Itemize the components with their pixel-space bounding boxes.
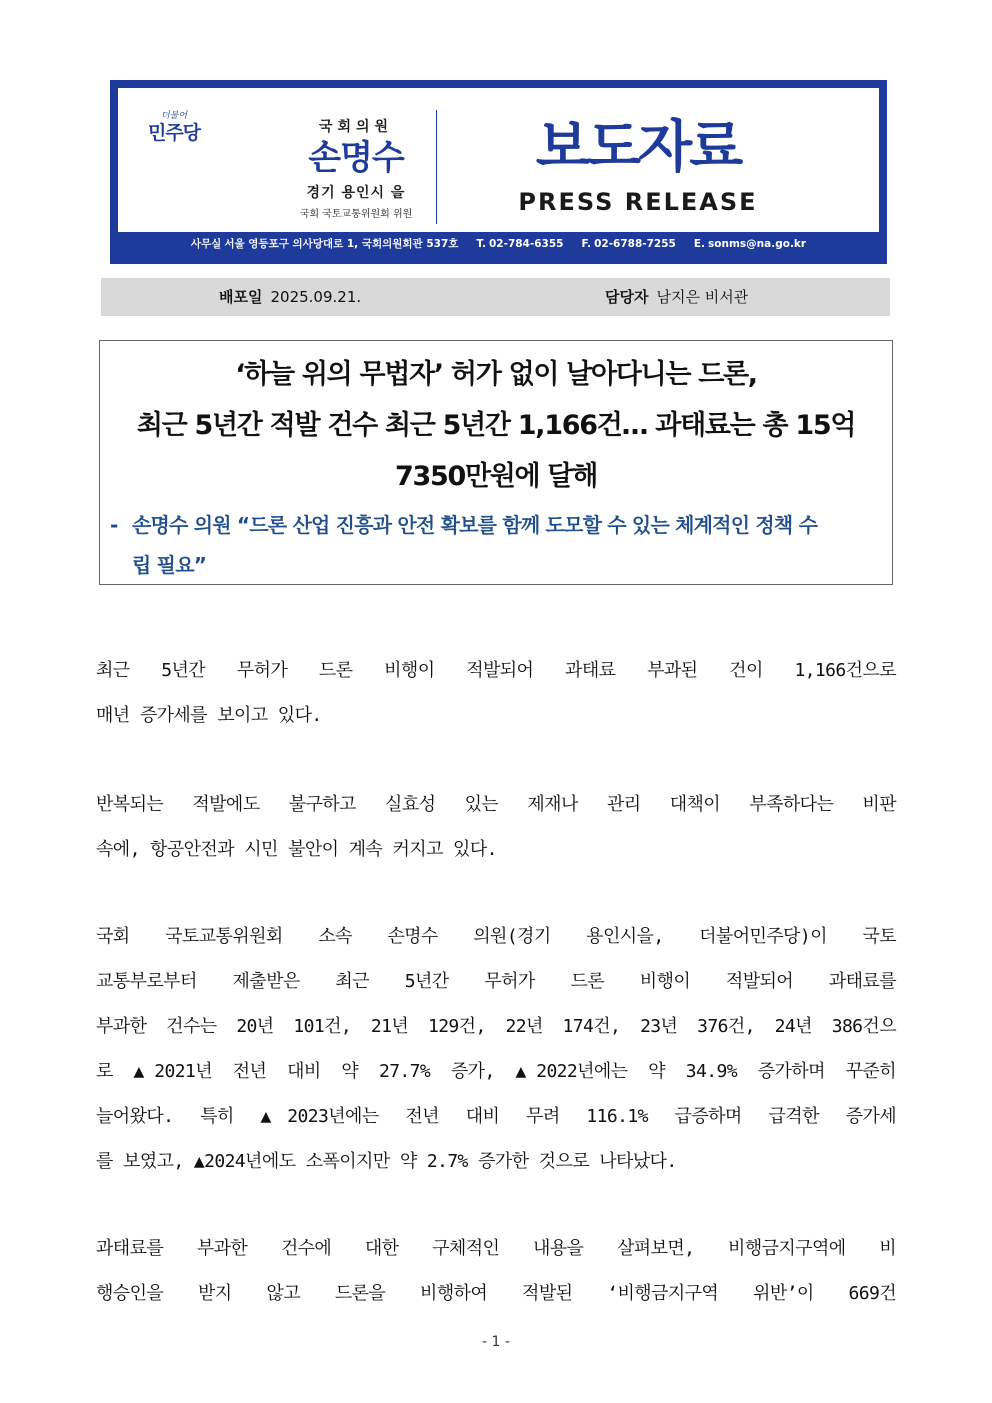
party-logo (142, 108, 206, 148)
headline-line-1: ‘하늘 위의 무법자’ 허가 없이 날아다니는 드론, (235, 359, 757, 390)
member-name: 손명수 (308, 138, 404, 178)
headline (100, 349, 892, 502)
contact-person (605, 278, 748, 316)
office-address: 서울 영등포구 의사당대로 1, 국회의원회관 537호 (224, 238, 459, 250)
headline-line-2: 최근 5년간 적발 건수 최근 5년간 1,166건… 과태료는 총 15억 (136, 410, 856, 441)
subheadline-line-1: 손명수 의원 “드론 산업 진흥과 안전 확보를 함께 도모할 수 있는 체계적인 정책 수 (132, 513, 818, 537)
banner-divider (436, 110, 437, 224)
paragraph-line: 국회 국토교통위원회 소속 손명수 의원(경기 용인시을, 더불어민주당)이 국토 (96, 926, 896, 947)
contact-person-value: 남지은 비서관 (656, 288, 749, 306)
paragraph-3 (96, 914, 896, 1184)
office-email: sonms@na.go.kr (708, 238, 807, 250)
paragraph-line: 를 보였고, ▲2024년에도 소폭이지만 약 2.7% 증가한 것으로 나타났다. (96, 1151, 677, 1172)
party-logo-sub: 더불어 (160, 111, 188, 121)
party-logo-name: 민주당 (147, 122, 201, 144)
paragraph-line: 반복되는 적발에도 불구하고 실효성 있는 제재나 관리 대책이 부족하다는 비판 (96, 794, 896, 815)
press-release-banner (110, 80, 887, 264)
tel-label: T. (476, 238, 486, 250)
subheadline-dash: - (110, 513, 118, 537)
member-district: 경기 용인시 을 (306, 185, 406, 201)
fax-label: F. (581, 238, 592, 250)
paragraph-4 (96, 1226, 896, 1316)
office-contact-row (118, 232, 879, 256)
release-date-label: 배포일 (219, 288, 263, 306)
paragraph-line: 행승인을 받지 않고 드론을 비행하여 적발된 ‘비행금지구역 위반’이 669건 (96, 1283, 896, 1304)
member-role: 국회의원 (318, 119, 394, 135)
subheadline-line-2: 립 필요” (132, 553, 207, 577)
member-committee: 국회 국토교통위원회 위원 (299, 209, 413, 220)
paragraph-2 (96, 782, 896, 872)
member-info (286, 116, 426, 220)
office-tel: 02-784-6355 (488, 238, 564, 250)
paragraph-line: 로 ▲2021년 전년 대비 약 27.7% 증가, ▲2022년에는 약 34.9% 증가하며 꾸준히 (96, 1061, 896, 1082)
paragraph-line: 교통부로부터 제출받은 최근 5년간 무허가 드론 비행이 적발되어 과태료를 (96, 971, 896, 992)
banner-panel (118, 88, 879, 232)
paragraph-line: 속에, 항공안전과 시민 불안이 계속 커지고 있다. (96, 839, 497, 860)
paragraph-line: 과태료를 부과한 건수에 대한 구체적인 내용을 살펴보면, 비행금지구역에 비 (96, 1238, 896, 1259)
email-label: E. (693, 238, 706, 250)
paragraph-line: 늘어왔다. 특히 ▲2023년에는 전년 대비 무려 116.1% 급증하며 급격한 증가세 (96, 1106, 896, 1127)
page-number: - 1 - (482, 1334, 510, 1350)
paragraph-line: 최근 5년간 무허가 드론 비행이 적발되어 과태료 부과된 건이 1,166건으로 (96, 660, 896, 681)
distribution-bar (101, 278, 890, 316)
paragraph-line: 부과한 건수는 20년 101건, 21년 129건, 22년 174건, 23년 376건, 24년 386건으 (96, 1016, 896, 1037)
paragraph-line: 매년 증가세를 보이고 있다. (96, 705, 322, 726)
subheadline (110, 505, 886, 585)
paragraph-1 (96, 648, 896, 738)
release-date-value: 2025.09.21. (270, 288, 362, 306)
office-label: 사무실 (190, 238, 222, 250)
press-release-title: 보도자료 (535, 115, 741, 180)
contact-person-label: 담당자 (605, 288, 649, 306)
headline-box (99, 340, 893, 585)
headline-line-3: 7350만원에 달해 (395, 461, 597, 492)
press-release-subtitle: PRESS RELEASE (518, 188, 758, 216)
release-date (219, 278, 361, 316)
office-fax: 02-6788-7255 (594, 238, 676, 250)
